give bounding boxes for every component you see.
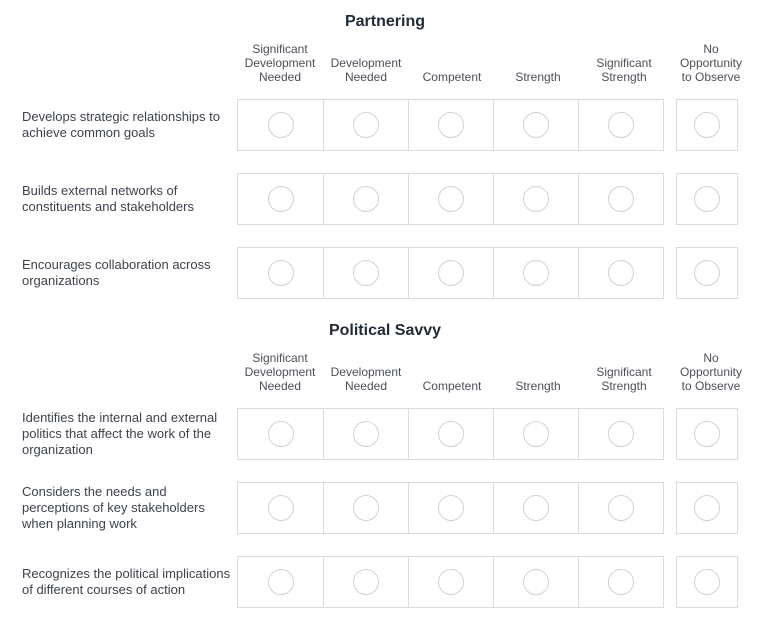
column-header-development-needed: Development Needed <box>330 56 402 84</box>
radio-button[interactable] <box>438 186 464 212</box>
rating-cell-significant-strength[interactable] <box>578 483 663 533</box>
column-header-significant-strength: Significant Strength <box>596 56 652 84</box>
column-headers <box>0 351 770 393</box>
radio-button[interactable] <box>353 495 379 521</box>
rating-row <box>0 99 770 151</box>
radio-button[interactable] <box>608 569 634 595</box>
rating-cell-group <box>237 99 664 151</box>
radio-button[interactable] <box>608 421 634 447</box>
section-political-savvy <box>0 321 770 608</box>
row-label: Considers the needs and perceptions of key stakeholders when planning work <box>22 484 205 531</box>
rating-row <box>0 173 770 225</box>
rating-cell-strength[interactable] <box>493 174 578 224</box>
rating-cell-competent[interactable] <box>408 174 493 224</box>
column-headers <box>0 42 770 84</box>
rating-cell-group <box>237 173 664 225</box>
column-header-strength: Strength <box>515 70 561 84</box>
rating-cell-no-opportunity[interactable] <box>676 556 738 608</box>
radio-button[interactable] <box>608 112 634 138</box>
radio-button[interactable] <box>438 495 464 521</box>
rating-cell-strength[interactable] <box>493 557 578 607</box>
rating-cell-strength[interactable] <box>493 409 578 459</box>
rating-cell-significant-development-needed[interactable] <box>238 557 323 607</box>
rating-row <box>0 556 770 608</box>
rating-cell-group <box>237 482 664 534</box>
rating-cell-group <box>237 556 664 608</box>
column-header-significant-development-needed: Significant Development Needed <box>244 351 316 393</box>
rating-cell-strength[interactable] <box>493 483 578 533</box>
column-header-no-opportunity: No Opportunity to Observe <box>679 351 743 393</box>
radio-button[interactable] <box>353 569 379 595</box>
rating-cell-significant-development-needed[interactable] <box>238 174 323 224</box>
rating-cell-significant-strength[interactable] <box>578 409 663 459</box>
column-header-significant-development-needed: Significant Development Needed <box>244 42 316 84</box>
rating-cell-significant-development-needed[interactable] <box>238 248 323 298</box>
rating-cell-development-needed[interactable] <box>323 174 408 224</box>
radio-button[interactable] <box>438 421 464 447</box>
rating-cell-strength[interactable] <box>493 248 578 298</box>
rating-cell-significant-strength[interactable] <box>578 174 663 224</box>
rating-cell-competent[interactable] <box>408 248 493 298</box>
radio-button[interactable] <box>694 112 720 138</box>
rating-cell-no-opportunity[interactable] <box>676 247 738 299</box>
rating-cell-development-needed[interactable] <box>323 100 408 150</box>
rating-cell-no-opportunity[interactable] <box>676 99 738 151</box>
radio-button[interactable] <box>438 260 464 286</box>
radio-button[interactable] <box>694 495 720 521</box>
radio-button[interactable] <box>694 421 720 447</box>
radio-button[interactable] <box>268 421 294 447</box>
radio-button[interactable] <box>523 495 549 521</box>
column-header-competent: Competent <box>422 379 482 393</box>
row-label: Develops strategic relationships to achieve common goals <box>22 109 220 140</box>
rating-cell-significant-strength[interactable] <box>578 557 663 607</box>
rating-cell-significant-development-needed[interactable] <box>238 483 323 533</box>
rating-cell-no-opportunity[interactable] <box>676 173 738 225</box>
radio-button[interactable] <box>608 495 634 521</box>
radio-button[interactable] <box>523 112 549 138</box>
rating-cell-competent[interactable] <box>408 483 493 533</box>
radio-button[interactable] <box>694 569 720 595</box>
row-label: Recognizes the political implications of different courses of action <box>22 566 231 597</box>
rating-cell-competent[interactable] <box>408 409 493 459</box>
radio-button[interactable] <box>694 260 720 286</box>
rating-cell-strength[interactable] <box>493 100 578 150</box>
column-header-significant-strength: Significant Strength <box>596 365 652 393</box>
rating-cell-competent[interactable] <box>408 100 493 150</box>
radio-button[interactable] <box>523 260 549 286</box>
column-header-no-opportunity: No Opportunity to Observe <box>679 42 743 84</box>
radio-button[interactable] <box>438 112 464 138</box>
rating-row <box>0 408 770 460</box>
radio-button[interactable] <box>353 186 379 212</box>
column-header-development-needed: Development Needed <box>330 365 402 393</box>
radio-button[interactable] <box>268 569 294 595</box>
rating-cell-development-needed[interactable] <box>323 248 408 298</box>
rating-cell-no-opportunity[interactable] <box>676 482 738 534</box>
column-header-strength: Strength <box>515 379 561 393</box>
section-title: Political Savvy <box>328 322 442 339</box>
rating-cell-development-needed[interactable] <box>323 557 408 607</box>
radio-button[interactable] <box>353 112 379 138</box>
rating-cell-group <box>237 408 664 460</box>
radio-button[interactable] <box>523 186 549 212</box>
rating-cell-development-needed[interactable] <box>323 409 408 459</box>
radio-button[interactable] <box>268 495 294 521</box>
radio-button[interactable] <box>353 260 379 286</box>
rating-cell-group <box>237 247 664 299</box>
radio-button[interactable] <box>608 260 634 286</box>
radio-button[interactable] <box>268 112 294 138</box>
row-label: Identifies the internal and external politics that affect the work of the organization <box>22 410 218 457</box>
rating-row <box>0 247 770 299</box>
radio-button[interactable] <box>268 260 294 286</box>
radio-button[interactable] <box>523 569 549 595</box>
radio-button[interactable] <box>694 186 720 212</box>
radio-button[interactable] <box>353 421 379 447</box>
section-title: Partnering <box>344 13 425 30</box>
column-header-competent: Competent <box>422 70 482 84</box>
radio-button[interactable] <box>268 186 294 212</box>
row-label: Encourages collaboration across organizations <box>22 257 211 288</box>
radio-button[interactable] <box>523 421 549 447</box>
rating-row <box>0 482 770 534</box>
rating-cell-significant-strength[interactable] <box>578 100 663 150</box>
radio-button[interactable] <box>438 569 464 595</box>
section-partnering <box>0 12 770 299</box>
row-label: Builds external networks of constituents and stakeholders <box>22 183 194 214</box>
rating-cell-significant-development-needed[interactable] <box>238 409 323 459</box>
rating-cell-significant-strength[interactable] <box>578 248 663 298</box>
rating-cell-significant-development-needed[interactable] <box>238 100 323 150</box>
rating-cell-competent[interactable] <box>408 557 493 607</box>
radio-button[interactable] <box>608 186 634 212</box>
rating-cell-no-opportunity[interactable] <box>676 408 738 460</box>
rating-cell-development-needed[interactable] <box>323 483 408 533</box>
